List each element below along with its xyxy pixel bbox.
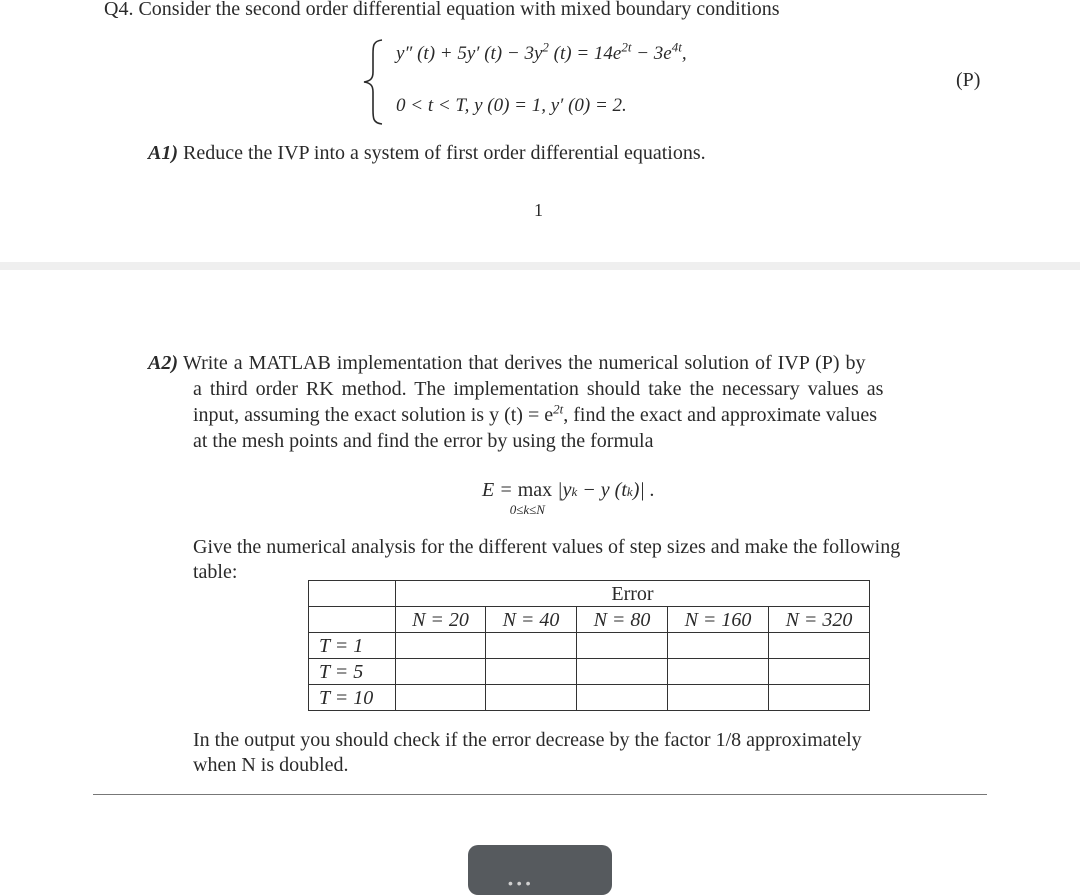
- a2-line-2: a third order RK method. The implementation should take the necessary values as: [193, 378, 884, 400]
- table-cell: [668, 633, 769, 659]
- a2-line1-text: Write a MATLAB implementation that derives the numerical solution of IVP (P) by: [183, 352, 866, 374]
- page-separator: [0, 262, 1080, 270]
- formula-op: max: [517, 479, 553, 501]
- a1-label: A1): [148, 142, 178, 164]
- eq-exp-1: 2t: [621, 39, 632, 55]
- col-header-n160: N = 160: [668, 607, 769, 633]
- table-cell: [769, 659, 870, 685]
- left-brace: [360, 38, 388, 126]
- give-line-1: Give the numerical analysis for the different values of step sizes and make the following: [193, 536, 901, 558]
- a2-label: A2): [148, 352, 178, 374]
- give-line-2: table:: [193, 561, 238, 583]
- eq-mid: (t) = 14e: [548, 43, 622, 64]
- table-cell: [486, 659, 577, 685]
- table-row: [309, 633, 870, 659]
- eq-end: ,: [681, 43, 687, 64]
- a2-line3-b: , find the exact and approximate values: [563, 404, 878, 426]
- col-header-n40: N = 40: [486, 607, 577, 633]
- eq-left: y″ (t) + 5y′ (t) − 3y: [396, 43, 543, 64]
- col-header-n320: N = 320: [769, 607, 870, 633]
- row-header-t5: T = 5: [309, 659, 396, 685]
- row-header-t1: T = 1: [309, 633, 396, 659]
- formula-range: 0≤k≤N: [509, 502, 545, 517]
- table-cell: [769, 633, 870, 659]
- eq-minus: − 3e: [631, 43, 672, 64]
- formula-lhs: E =: [482, 479, 518, 501]
- page-indicator-button[interactable]: [468, 845, 612, 895]
- table-cell: [486, 685, 577, 711]
- formula-rhs3: )| .: [632, 479, 655, 501]
- eq-exp-2: 4t: [671, 39, 682, 55]
- table-header-row-2: [309, 607, 870, 633]
- table-cell: [577, 685, 668, 711]
- table-row: [309, 659, 870, 685]
- eq-square: 2: [542, 39, 549, 55]
- table-cell: [396, 633, 486, 659]
- formula-max: [509, 478, 553, 517]
- table-cell: [396, 685, 486, 711]
- error-group-header: Error: [396, 581, 870, 607]
- formula-rhs2: − y (t: [577, 479, 627, 501]
- table-header-row-1: [309, 581, 870, 607]
- table-cell: [486, 633, 577, 659]
- col-header-n80: N = 80: [577, 607, 668, 633]
- question-heading: Q4. Consider the second order differential equation with mixed boundary conditions: [104, 0, 780, 20]
- a2-line-3: [193, 403, 877, 427]
- a2-line3-exp: 2t: [553, 401, 564, 417]
- table-corner-cell: [309, 581, 396, 607]
- error-formula: [482, 478, 655, 517]
- table-cell: [769, 685, 870, 711]
- formula-rhs-sub: k: [571, 484, 578, 499]
- table-cell: [577, 633, 668, 659]
- ode-equation: [396, 39, 687, 66]
- output-line-2: when N is doubled.: [193, 754, 349, 776]
- table-corner-cell-2: [309, 607, 396, 633]
- table-cell: [396, 659, 486, 685]
- a2-line3-a: input, assuming the exact solution is y (t) = e: [193, 404, 554, 426]
- table-row: [309, 685, 870, 711]
- page-number: 1: [534, 200, 543, 220]
- ode-conditions: 0 < t < T, y (0) = 1, y′ (0) = 2.: [396, 95, 627, 116]
- error-table: [308, 580, 870, 711]
- col-header-n20: N = 20: [396, 607, 486, 633]
- formula-rhs: |y: [557, 479, 572, 501]
- a2-line-1: [148, 351, 866, 375]
- page-indicator-icon: • • •: [508, 875, 531, 891]
- a1-text: Reduce the IVP into a system of first order differential equations.: [183, 142, 706, 164]
- horizontal-rule: [93, 794, 987, 795]
- row-header-t10: T = 10: [309, 685, 396, 711]
- table-cell: [668, 685, 769, 711]
- table-cell: [668, 659, 769, 685]
- table-cell: [577, 659, 668, 685]
- output-line-1: In the output you should check if the error decrease by the factor 1/8 approximately: [193, 729, 862, 751]
- problem-tag: (P): [956, 69, 981, 91]
- a1-item: [148, 141, 706, 165]
- formula-rhs-sub2: k: [626, 484, 633, 499]
- a2-line-4: at the mesh points and find the error by using the formula: [193, 430, 654, 452]
